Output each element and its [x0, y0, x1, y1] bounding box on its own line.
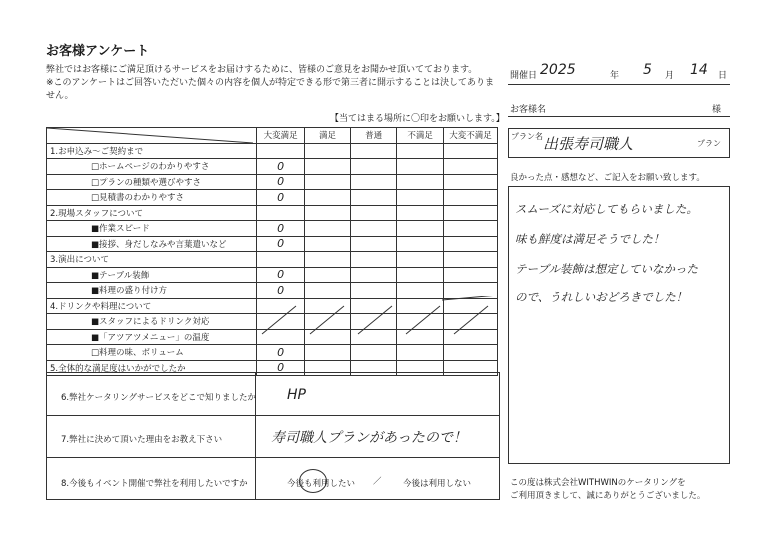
table-row [47, 190, 498, 206]
rating-cell [351, 236, 397, 252]
plan-box [508, 128, 730, 158]
feedback-box [508, 186, 730, 464]
date-day-unit: 日 [718, 71, 728, 81]
rating-mark: 0 [277, 221, 285, 235]
item-label: ■スタッフによるドリンク対応 [47, 314, 257, 330]
rating-cell [444, 252, 498, 268]
rating-cell [304, 221, 350, 237]
q8-circle-mark [299, 469, 327, 493]
rating-cell [304, 267, 350, 283]
rating-mark: 0 [277, 190, 285, 204]
table-row [47, 174, 498, 190]
rating-mark: 0 [277, 268, 285, 282]
rating-cell [444, 205, 498, 221]
rating-cell [397, 345, 444, 361]
rating-cell [397, 143, 444, 159]
rating-cell [444, 159, 498, 175]
item-label: □ホームページのわかりやすさ [47, 159, 257, 175]
rating-cell [257, 267, 305, 283]
rating-cell [304, 236, 350, 252]
rating-mark: 0 [277, 237, 285, 251]
q4-strike-marks [252, 296, 512, 336]
plan-suffix: プラン [697, 139, 721, 148]
rating-cell [351, 205, 397, 221]
rating-cell [444, 143, 498, 159]
item-label: ■テーブル装飾 [47, 267, 257, 283]
thanks-line-2: ご利用頂きまして、誠にありがとうございました。 [510, 491, 706, 501]
section-label: 1.お申込み～ご契約まで [47, 143, 257, 159]
date-year-unit: 年 [610, 71, 620, 81]
intro-line-3: せん。 [46, 91, 74, 101]
rating-cell [257, 345, 305, 361]
item-label: ■作業スピード [47, 221, 257, 237]
q8-option-yes: 今後も利用したい [287, 479, 356, 489]
item-label: □プランの種類や選びやすさ [47, 174, 257, 190]
rating-cell [397, 267, 444, 283]
rating-cell [257, 252, 305, 268]
date-underline [508, 84, 730, 85]
header-corner [47, 128, 257, 144]
rating-cell [397, 236, 444, 252]
table-row [47, 221, 498, 237]
rating-cell [304, 143, 350, 159]
date-month-unit: 月 [665, 71, 675, 81]
rating-cell [257, 236, 305, 252]
rating-cell [397, 205, 444, 221]
section-label: 4.ドリンクや料理について [47, 298, 257, 314]
date-label: 開催日 [510, 71, 538, 81]
rating-cell [397, 221, 444, 237]
item-label: ■料理の盛り付け方 [47, 283, 257, 299]
q8-option-no: 今後は利用しない [403, 479, 472, 489]
col-header: 大変不満足 [444, 128, 498, 144]
rating-cell [257, 159, 305, 175]
table-row [47, 267, 498, 283]
rating-cell [397, 252, 444, 268]
q6-answer: HP [287, 387, 306, 403]
rating-cell [351, 252, 397, 268]
col-header: 普通 [351, 128, 397, 144]
questions-box [46, 372, 500, 500]
feedback-line: 味も鮮度は満足そうでした！ [515, 232, 665, 246]
date-year: 2025 [540, 62, 576, 78]
instruction-note: 【当てはまる場所に〇印をお願いします。】 [330, 114, 505, 124]
rating-cell [304, 190, 350, 206]
col-header: 大変満足 [257, 128, 305, 144]
thanks-line-1: この度は株式会社WITHWINのケータリングを [510, 478, 686, 488]
rating-cell [351, 221, 397, 237]
date-day: 14 [690, 62, 708, 78]
rating-cell [351, 190, 397, 206]
table-header-row [47, 128, 498, 144]
rating-cell [257, 190, 305, 206]
rating-mark: 0 [277, 175, 285, 189]
table-row [47, 236, 498, 252]
section-label: 3.演出について [47, 252, 257, 268]
rating-cell [351, 143, 397, 159]
rating-cell [351, 174, 397, 190]
rating-cell [444, 267, 498, 283]
customer-label: お客様名 [510, 105, 547, 115]
table-row [47, 345, 498, 361]
item-label: □料理の味、ボリューム [47, 345, 257, 361]
rating-cell [444, 236, 498, 252]
q7-answer: 寿司職人プランがあったので！ [271, 430, 467, 446]
feedback-line: テーブル装飾は想定していなかった [515, 262, 698, 276]
rating-mark: 0 [277, 361, 285, 375]
rating-cell [444, 345, 498, 361]
rating-mark: 0 [277, 345, 285, 359]
item-label: ■接拶、身だしなみや言葉遣いなど [47, 236, 257, 252]
rating-cell [257, 205, 305, 221]
col-header: 満足 [304, 128, 350, 144]
col-header: 不満足 [397, 128, 444, 144]
rating-mark: 0 [277, 283, 285, 297]
rating-cell [257, 143, 305, 159]
rating-cell [397, 159, 444, 175]
section-label: 2.現場スタッフについて [47, 205, 257, 221]
rating-cell [257, 174, 305, 190]
rating-cell [257, 221, 305, 237]
table-row [47, 143, 498, 159]
q6-label: 6.弊社ケータリングサービスをどこで知りましたか [61, 393, 256, 403]
plan-value: 出張寿司職人 [543, 135, 634, 153]
rating-cell [444, 190, 498, 206]
rating-cell [397, 174, 444, 190]
date-month: 5 [643, 62, 652, 78]
rating-cell [351, 345, 397, 361]
item-label: □見積書のわかりやすさ [47, 190, 257, 206]
feedback-line: ので、うれしいおどろきでした！ [515, 290, 688, 304]
q8-separator: ／ [373, 477, 382, 487]
rating-cell [304, 174, 350, 190]
table-row [47, 252, 498, 268]
customer-underline [508, 116, 730, 117]
rating-cell [351, 267, 397, 283]
rating-cell [397, 190, 444, 206]
feedback-prompt: 良かった点・感想など、ご記入をお願い致します。 [510, 173, 705, 183]
item-label: 5.全体的な満足度はいかがでしたか [47, 360, 257, 376]
q7-label: 7.弊社に決めて頂いた理由をお教え下さい [61, 435, 223, 445]
rating-cell [304, 159, 350, 175]
rating-table [46, 127, 498, 376]
rating-cell [304, 345, 350, 361]
plan-label: プラン名 [511, 132, 543, 141]
diagonal-line [47, 128, 253, 143]
table-row [47, 205, 498, 221]
feedback-line: スムーズに対応してもらいました。 [515, 202, 698, 216]
rating-cell [304, 205, 350, 221]
intro-line-2: ※このアンケートはご回答いただいた個々の内容を個人が特定できる形で第三者に開示することは決してありま [46, 78, 495, 88]
rating-cell [351, 159, 397, 175]
rating-cell [304, 252, 350, 268]
q8-label: 8.今後もイベント開催で弊社を利用したいですか [61, 479, 248, 489]
form-title: お客様アンケート [46, 44, 150, 59]
table-row [47, 159, 498, 175]
intro-line-1: 弊社ではお客様にご満足頂けるサービスをお届けするために、皆様のご意見をお聞かせ頂いてております。 [46, 65, 478, 75]
rating-cell [444, 174, 498, 190]
rating-cell [444, 221, 498, 237]
customer-suffix: 様 [712, 105, 722, 115]
rating-mark: 0 [277, 159, 285, 173]
item-label: ■「アツアツメニュー」の温度 [47, 329, 257, 345]
